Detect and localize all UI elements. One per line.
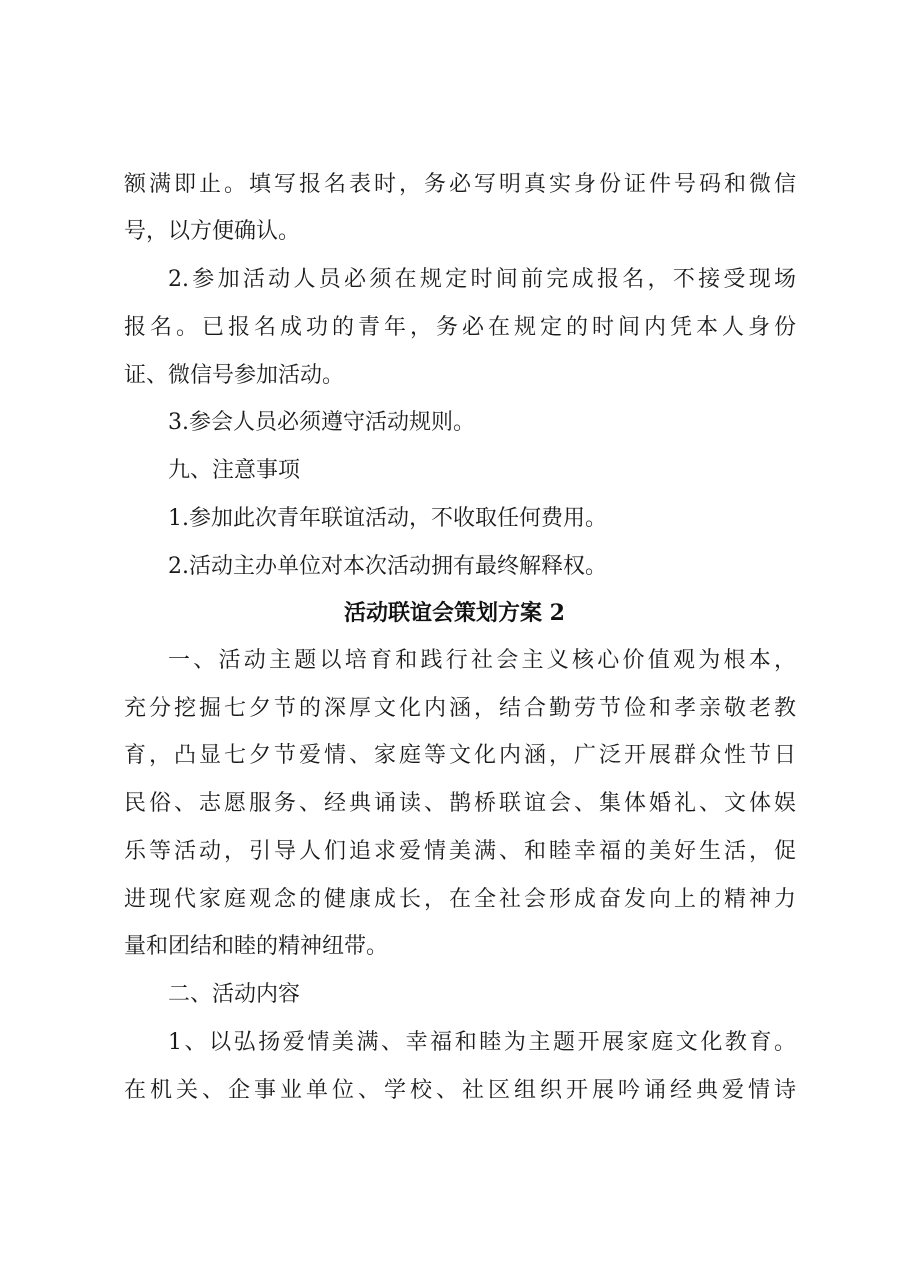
paragraph-line: 在机关、企事业单位、学校、社区组织开展吟诵经典爱情诗 xyxy=(124,1078,796,1103)
paragraph-line: 号，以方便确认。 xyxy=(124,219,301,244)
paragraph-line: 进现代家庭观念的健康成长，在全社会形成奋发向上的精神力 xyxy=(124,887,796,912)
section-heading: 九、注意事项 xyxy=(168,458,301,483)
paragraph-line: 育，凸显七夕节爱情、家庭等文化内涵，广泛开展群众性节日 xyxy=(124,743,796,768)
paragraph-line: 充分挖掘七夕节的深厚文化内涵，结合勤劳节俭和孝亲敬老教 xyxy=(124,696,796,721)
paragraph-line: 2.活动主办单位对本次活动拥有最终解释权。 xyxy=(168,554,607,579)
paragraph-line: 证、微信号参加活动。 xyxy=(124,363,345,388)
paragraph-line: 额满即止。填写报名表时，务必写明真实身份证件号码和微信 xyxy=(124,172,796,197)
paragraph-line: 1、以弘扬爱情美满、幸福和睦为主题开展家庭文化教育。 xyxy=(168,1030,796,1055)
paragraph-line: 一、活动主题以培育和践行社会主义核心价值观为根本， xyxy=(168,648,796,673)
paragraph-line: 量和团结和睦的精神纽带。 xyxy=(124,934,389,959)
paragraph-line: 乐等活动，引导人们追求爱情美满、和睦幸福的美好生活，促 xyxy=(124,839,796,864)
section-heading: 二、活动内容 xyxy=(168,982,301,1007)
paragraph-line: 报名。已报名成功的青年，务必在规定的时间内凭本人身份 xyxy=(124,315,796,340)
paragraph-line: 1.参加此次青年联谊活动，不收取任何费用。 xyxy=(168,506,607,531)
paragraph-line: 民俗、志愿服务、经典诵读、鹊桥联谊会、集体婚礼、文体娱 xyxy=(124,791,796,816)
paragraph-line: 2.参加活动人员必须在规定时间前完成报名，不接受现场 xyxy=(168,267,796,292)
paragraph-line: 3.参会人员必须遵守活动规则。 xyxy=(168,410,475,435)
document-title: 活动联谊会策划方案 2 xyxy=(344,600,565,626)
